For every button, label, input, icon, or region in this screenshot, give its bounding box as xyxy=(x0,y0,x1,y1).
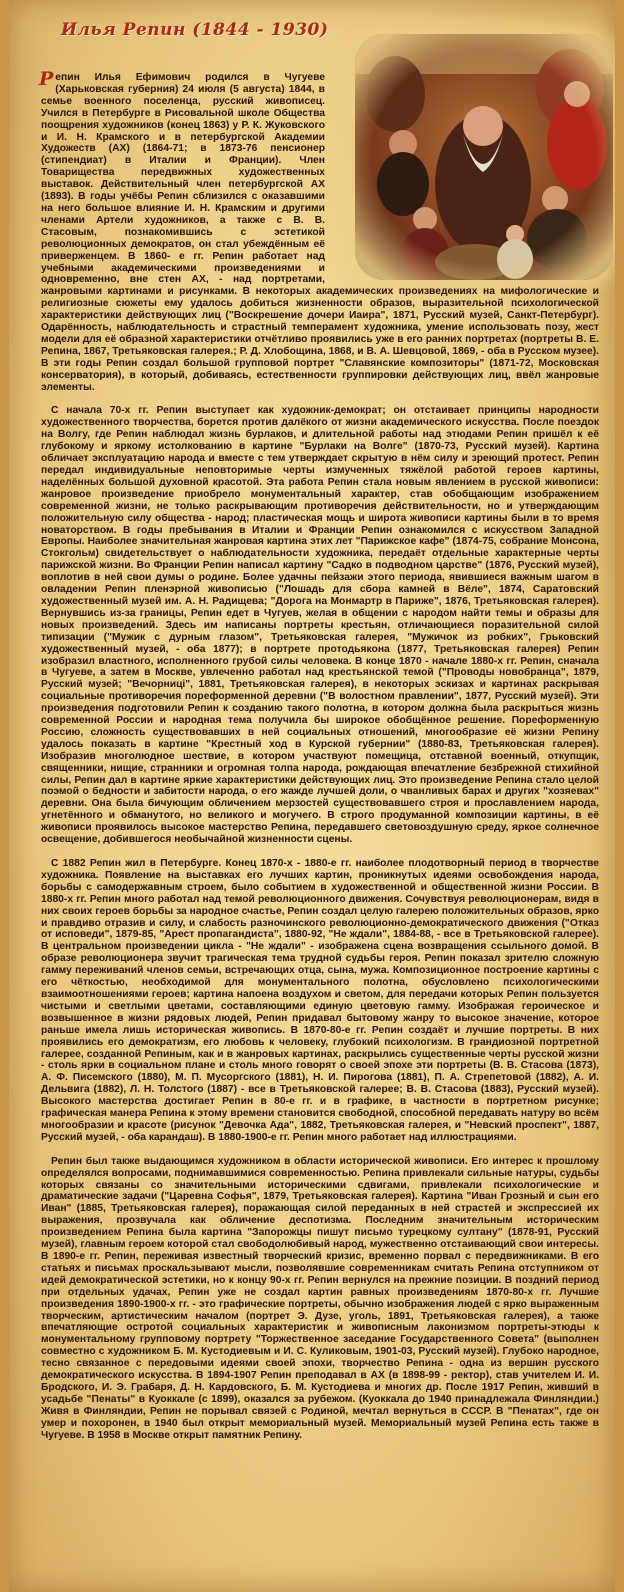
paragraph-1-text: епин Илья Ефимович родился в Чугуеве (Харьковская губерния) 24 июля (5 августа) 1844, в семье военного поселенца, русский живописец. Учился в Петербурге в Рисовальной школе Общества поощрения художников (конец 1863) у Р. К. Жуковского и И. Н. Крамского и в петербургской Академии Художеств (АХ) (1864-71; в 1873-76 пенсионер (стипендиат) в Италии и Франции). Член Товарищества передвижных художественных выставок. Действительный член петербургской АХ (1893). В годы учёбы Репин сблизился с оказавшими на него большое влияние И. Н. Крамским и другими членами Артели художников, а также с В. В. Стасовым, познакомившись с эстетикой революционных демократов, он стал убеждённым её приверженцем. В 1860- е гг. Репин работает над учебными академическими произведениями и одновременно, вне стен АХ, - над портретами, жанровыми картинами и рисунками. В некоторых академических произведениях на мифологические и религиозные сюжеты ему удалось добиться жизненности образов, выразительной психологической характеристики действующих лиц ("Воскрешение дочери Иаира", 1871, Русский музей, Санкт-Петербург). Одарённость, наблюдательность и страстный темперамент художника, умение использовать позу, жест модели для её образной характеристики отчётливо проявились уже в его ранних портретах (портреты В. Е. Репина, 1867, Третьяковская галерея.; Р. Д. Хлобощина, 1868, и В. А. Шевцовой, 1869, - оба в Русском музее). В эти годы Репин создал большой групповой портрет "Славянские композиторы" (1871-72, Московская консерватория), в который, добиваясь, естественности группировки действующих лиц, ввёл жанровые элементы. xyxy=(41,72,599,393)
article-text xyxy=(39,68,599,1454)
drop-cap: Р xyxy=(39,68,54,90)
paragraph-2: С начала 70-х гг. Репин выступает как художник-демократ; он отстаивает принципы народности художественного творчества, борется против далёкого от жизни академического искусства. После поездок на Волгу, где Репин наблюдал жизнь бурлаков, и длительной работы над этюдами Репин пришёл к её глубокому и яркому истолкованию в картине "Бурлаки на Волге" (1870-73, Русский музей). Картина обличает эксплуатацию народа и вместе с тем утверждает скрытую в нём силу и зреющий протест. Репин передал индивидуальные неповторимые черты измученных тяжёлой работой героев картины, наделённых большой духовной красотой. Эта работа Репин стала новым явлением в русской живописи: жанровое произведение приобрело монументальный характер, став обобщающим изображением современной жизни, не только раскрывающим противоречия действительности, но и утверждающим положительную силу общества - народ; пластическая мощь и широта живописи картины были в то время новаторством. В годы пребывания в Италии и Франции Репин ознакомился с искусством Западной Европы. Наиболее значительная жанровая картина этих лет "Парижское кафе" (1874-75, собрание Монсона, Стокгольм) свидетельствует о наблюдательности художника, передаёт отдельные характерные черты парижской жизни. Во Франции Репин написал картину "Садко в подводном царстве" (1876, Русский музей), воплотив в ней свои думы о родине. Более удачны пейзажи этого периода, явившиеся важным шагом в овладении Репин пленэрной живописью ("Лошадь для сбора камней в Вёле", 1874, Саратовский художественный музей им. А. Н. Радищева; "Дорога на Монмартр в Париже", 1876, Третьяковская галерея). Вернувшись из-за границы, Репин едет в Чугуев, желая в общении с народом найти темы и образы для новых произведений. Здесь им написаны портреты крестьян, отличающиеся поразительной силой типизации ("Мужик с дурным глазом", Третьяковская галерея, "Мужичок из робких", Грьковский художественный музей, - оба 1877); в портрете протодьякона (1877, Третьяковская галерея) Репин изобразил властного, исполненного грубой силы человека. В конце 1870 - начале 1880-х гг. Репин, сначала в Чугуеве, а затем в Москве, увлеченно работал над крестьянской темой ("Проводы новобранца", 1879, Русский музей; "Вечорниці", 1881, Третьяковская галерея), в некоторых эскизах и картинах раскрывая социальные противоречия пореформенной деревни ("В волостном правлении", 1877, Русский музей). Эти произведения подготовили Репин к созданию такого полотна, в котором должна была раскрыться жизнь современной России и народная тема получила бы широкое обобщённое решение. Пореформенную Россию, сложность существовавших в ней социальных отношений, многообразие её жизни Репину удалось показать в картине "Крестный ход в Курской губернии" (1880-83, Третьяковская галерея). Изобразив многолюдное шествие, в котором участвуют помещица, отставной военный, откупщик, священники, нищие, странники и огромная толпа народа, рождающая впечатление безбрежной стихийной силы, Репин дал в картине яркие характеристики действующих лиц. Это произведение Репина стало целой поэмой о бедности и забитости народа, о его жажде лучшей доли, о чванливых барах и других "хозяевах" деревни. Она была бичующим обличением мерзостей существовавшего строя и прославлением народа, угнетённого и обманутого, но великого и могучего. В строго продуманной композиции картины, в её живописи проявилось высокое мастерство Репина, передавшего световоздушную среду, яркое солнечное освещение, добившегося необычайной жизненности сцены. xyxy=(41,405,599,846)
page-title: Илья Репин (1844 - 1930) xyxy=(61,20,329,40)
paragraph-4: Репин был также выдающимся художником в области исторической живописи. Его интерес к прошлому определялся вопросами, поднимавшимися современностью. Репина привлекали сильные натуры, судьбы которых связаны со значительными историческими сдвигами, привлекали психологические и драматические задачи ("Царевна Софья", 1879, Третьяковская галерея). Картина "Иван Грозный и сын его Иван" (1885, Третьяковская галерея), поражающая силой переданных в ней страстей и экспрессией их выражения, прозвучала как обличение деспотизма. Последним значительным историческим произведением Репина была картина "Запорожцы пишут письмо турецкому султану" (1878-91, Русский музей), главным героем которой стал свободолюбивый народ, мужественно отстаивающий свои интересы. В 1890-е гг. Репин, переживая известный творческий кризис, временно порвал с передвижниками. В его статьях и письмах проскальзывают мысли, позволявшие современникам считать Репина отступником от идей демократической эстетики, но к концу 90-х гг. Репин вернулся на прежние позиции. В поздний период при отдельных удачах, Репин уже не создал картин равных произведениям 1870-80-х гг. Лучшие произведения 1890-1900-х гг. - это графические портреты, обычно изображения людей с ярко выраженным творческим, артистическим началом (портрет Э. Дузе, уголь, 1891, Третьяковская галерея), а также впечатляющие остротой социальных характеристик и живописным лаконизмом портреты-этюды к монументальному групповому портрету "Торжественное заседание Государственного Совета" (выполнен совместно с художником Б. М. Кустодиевым и И. С. Куликовым, 1901-03, Русский музей). Глубоко народное, тесно связанное с передовыми идеями своей эпохи, творчество Репина - одна из вершин русского демократического искусства. В 1894-1907 Репин преподавал в АХ (в 1898-99 - ректор), став учителем И. И. Бродского, И. Э. Грабаря, Д. Н. Кардовского, Б. М. Кустодиева и многих др. После 1917 Репин, живший в усадьбе "Пенаты" в Куоккале (с 1899), оказался за рубежом. (Куоккала до 1940 принадлежала Финляндии.) Живя в Финляндии, Репин не порывал связей с Родиной, мечтал вернуться в СССР. В "Пенатах", где он умер и похоронен, в 1940 был открыт мемориальный музей. Мемориальный музей Репина есть также в Чугуеве. В 1958 в Москве открыт памятник Репину. xyxy=(41,1155,599,1441)
painting-text-wrap xyxy=(325,72,599,286)
paragraph-3: С 1882 Репин жил в Петербурге. Конец 1870-х - 1880-е гг. наиболее плодотворный период в творчестве художника. Появление на выставках его лучших картин, проникнутых идеями освобождения народа, борьбы с самодержавным строем, было событием в художественной и общественной жизни России. В 1880-х гг. Репин много работал над темой революционного движения. Сочувствуя революционерам, видя в них своих героев борьбы за народное счастье, Репин создал целую галерею положительных образов, ярко и правдиво отразив и силу, и слабость разночинского революционно-демократического движения ("Отказ от исповеди", 1879-85, "Арест пропагандиста", 1880-92, "Не ждали", 1884-88, - все в Третьяковской галерее). В центральном произведении цикла - "Не ждали" - изображена сцена возвращения ссыльного домой. В образе революционера звучит трагическая тема трудной судьбы героя. Репин показал зрителю сложную гамму переживаний членов семьи, встречающих отца, сына, мужа. Композиционное построение картины с его чёткостью, необходимой для монументального полотна, обусловлено психологическими взаимоотношениями героев; картина напоена воздухом и светом, для передачи которых Репин пользуется чистыми и светлыми цветами, составляющими единую цветовую гамму. Изображая героическое и возвышенное в жизни рядовых людей, Репин придавал бытовому жанру то высокое значение, которое раньше имела лишь историческая живопись. В 1870-80-е гг. Репин создаёт и лучшие портреты. В них проявились его демократизм, его любовь к человеку, глубокий психологизм. В грандиозной портретной галерее, созданной Репиным, как и в жанровых картинах, раскрылись существенные черты русской жизни - столь ярки в социальном плане и столь много говорят о своей эпохе эти портреты (В. В. Стасова (1873), А. Ф. Писемского (1880), М. П. Мусоргского (1881), Н. И. Пирогова (1881), П. А. Стрепетовой (1882), А. И. Дельвига (1882), Л. Н. Толстого (1887) - все в Третьяковской галерее; В. В. Стасова (1883), Русский музей). Высокого мастерства достигает Репин в 80-е гг. и в графике, в частности в портретном рисунке; графическая манера Репина к этому времени становится свободной, способной передавать натуру во всём многообразии и красоте (рисунок "Девочка Ада", 1882, Третьяковская галерея, и "Невский проспект", 1887, Русский музей, - оба карандаш). В 1880-1900-е гг. Репин много работает над иллюстрациями. xyxy=(41,858,599,1143)
